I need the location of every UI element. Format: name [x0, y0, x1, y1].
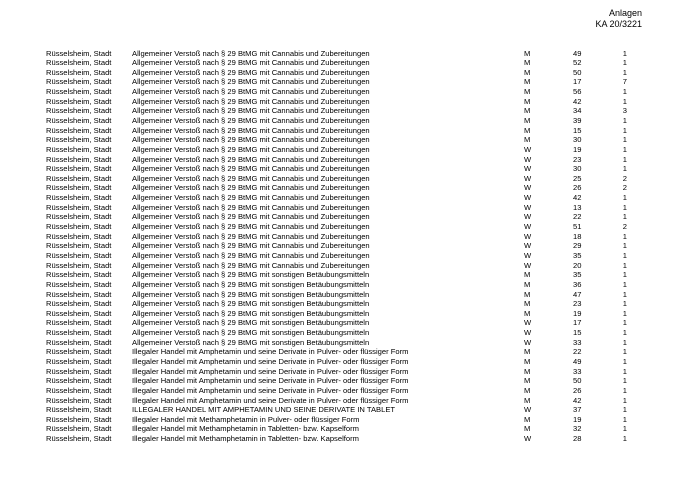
- cell-sex: M: [524, 308, 531, 318]
- header-reference-number: KA 20/3221: [595, 18, 642, 29]
- cell-place: Rüsselsheim, Stadt: [46, 173, 112, 183]
- cell-age: 23: [573, 299, 582, 309]
- cell-offense: ILLEGALER HANDEL MIT AMPHETAMIN UND SEINE DERIVATE IN TABLET: [132, 405, 396, 415]
- cell-age: 33: [573, 366, 582, 376]
- cell-place: Rüsselsheim, Stadt: [46, 77, 112, 87]
- table-row: [0, 290, 700, 300]
- cell-age: 26: [573, 385, 582, 395]
- table-row: [0, 222, 700, 232]
- cell-count: 1: [622, 135, 627, 145]
- table-row: [0, 251, 700, 261]
- cell-count: 1: [622, 48, 627, 58]
- cell-age: 35: [573, 250, 582, 260]
- cell-sex: M: [524, 67, 531, 77]
- cell-count: 1: [622, 405, 627, 415]
- cell-place: Rüsselsheim, Stadt: [46, 366, 112, 376]
- table-row: [0, 49, 700, 59]
- cell-sex: W: [524, 328, 532, 338]
- cell-sex: M: [524, 96, 531, 106]
- cell-age: 30: [573, 164, 582, 174]
- cell-sex: W: [524, 173, 532, 183]
- cell-age: 18: [573, 231, 582, 241]
- cell-age: 32: [573, 424, 582, 434]
- table-row: [0, 347, 700, 357]
- cell-count: 1: [622, 347, 627, 357]
- cell-age: 49: [573, 357, 582, 366]
- cell-count: 1: [622, 270, 627, 280]
- cell-count: 1: [622, 289, 627, 299]
- cell-place: Rüsselsheim, Stadt: [46, 144, 112, 154]
- cell-age: 42: [573, 96, 582, 106]
- table-row: [0, 193, 700, 203]
- cell-count: 1: [622, 395, 627, 405]
- cell-sex: M: [524, 106, 531, 116]
- table-row: [0, 97, 700, 107]
- cell-sex: W: [524, 250, 532, 260]
- cell-place: Rüsselsheim, Stadt: [46, 241, 112, 251]
- cell-sex: M: [524, 115, 531, 125]
- cell-count: 1: [622, 260, 627, 270]
- cell-offense: Allgemeiner Verstoß nach § 29 BtMG mit Cannabis und Zubereitungen: [132, 135, 370, 145]
- table-row: [0, 155, 700, 165]
- cell-age: 42: [573, 395, 582, 405]
- cell-age: 25: [573, 173, 582, 183]
- cell-offense: Allgemeiner Verstoß nach § 29 BtMG mit sonstigen Betäubungsmitteln: [132, 308, 370, 318]
- table-row: [0, 135, 700, 145]
- table-row: [0, 270, 700, 280]
- cell-age: 23: [573, 154, 582, 164]
- cell-sex: M: [524, 87, 531, 97]
- cell-offense: Allgemeiner Verstoß nach § 29 BtMG mit Cannabis und Zubereitungen: [132, 106, 370, 116]
- cell-offense: Illegaler Handel mit Amphetamin und seine Derivate in Pulver- oder flüssiger Form: [132, 357, 409, 366]
- cell-sex: W: [524, 337, 532, 347]
- cell-count: 1: [622, 212, 627, 222]
- cell-place: Rüsselsheim, Stadt: [46, 222, 112, 232]
- cell-place: Rüsselsheim, Stadt: [46, 154, 112, 164]
- cell-offense: Allgemeiner Verstoß nach § 29 BtMG mit Cannabis und Zubereitungen: [132, 87, 370, 97]
- cell-offense: Allgemeiner Verstoß nach § 29 BtMG mit sonstigen Betäubungsmitteln: [132, 279, 370, 289]
- table-row: [0, 424, 700, 434]
- table-row: [0, 174, 700, 184]
- cell-place: Rüsselsheim, Stadt: [46, 231, 112, 241]
- cell-age: 47: [573, 289, 582, 299]
- cell-count: 1: [622, 250, 627, 260]
- cell-place: Rüsselsheim, Stadt: [46, 299, 112, 309]
- cell-age: 39: [573, 115, 582, 125]
- cell-place: Rüsselsheim, Stadt: [46, 289, 112, 299]
- cell-count: 1: [622, 308, 627, 318]
- cell-count: 1: [622, 357, 627, 366]
- cell-count: 1: [622, 231, 627, 241]
- table-row: [0, 318, 700, 328]
- table-row: [0, 415, 700, 425]
- cell-sex: W: [524, 260, 532, 270]
- cell-sex: M: [524, 366, 531, 376]
- cell-count: 2: [622, 222, 627, 232]
- cell-place: Rüsselsheim, Stadt: [46, 424, 112, 434]
- cell-count: 7: [622, 77, 627, 87]
- cell-sex: M: [524, 125, 531, 135]
- cell-place: Rüsselsheim, Stadt: [46, 395, 112, 405]
- cell-place: Rüsselsheim, Stadt: [46, 414, 112, 424]
- cell-sex: M: [524, 58, 531, 68]
- table-row: [0, 396, 700, 406]
- table-row: [0, 145, 700, 155]
- header-annex-label: Anlagen: [608, 8, 642, 18]
- cell-offense: Illegaler Handel mit Amphetamin und seine Derivate in Pulver- oder flüssiger Form: [132, 395, 409, 405]
- cell-place: Rüsselsheim, Stadt: [46, 328, 112, 338]
- cell-place: Rüsselsheim, Stadt: [46, 270, 112, 280]
- cell-age: 22: [573, 212, 582, 222]
- cell-age: 52: [573, 58, 582, 68]
- cell-sex: M: [524, 289, 531, 299]
- cell-age: 28: [573, 434, 582, 444]
- cell-place: Rüsselsheim, Stadt: [46, 357, 112, 366]
- cell-place: Rüsselsheim, Stadt: [46, 106, 112, 116]
- table-row: [0, 280, 700, 290]
- cell-age: 50: [573, 67, 582, 77]
- table-row: [0, 87, 700, 97]
- cell-place: Rüsselsheim, Stadt: [46, 164, 112, 174]
- cell-place: Rüsselsheim, Stadt: [46, 250, 112, 260]
- cell-age: 13: [573, 202, 582, 212]
- cell-count: 1: [622, 202, 627, 212]
- cell-offense: Allgemeiner Verstoß nach § 29 BtMG mit Cannabis und Zubereitungen: [132, 77, 370, 87]
- cell-offense: Allgemeiner Verstoß nach § 29 BtMG mit Cannabis und Zubereitungen: [132, 250, 370, 260]
- cell-offense: Illegaler Handel mit Amphetamin und seine Derivate in Pulver- oder flüssiger Form: [132, 366, 409, 376]
- cell-count: 1: [622, 376, 627, 386]
- cell-age: 42: [573, 193, 582, 203]
- cell-offense: Allgemeiner Verstoß nach § 29 BtMG mit Cannabis und Zubereitungen: [132, 58, 370, 68]
- cell-place: Rüsselsheim, Stadt: [46, 347, 112, 357]
- table-row: [0, 386, 700, 396]
- cell-place: Rüsselsheim, Stadt: [46, 125, 112, 135]
- table-row: [0, 116, 700, 126]
- cell-place: Rüsselsheim, Stadt: [46, 183, 112, 193]
- cell-offense: Allgemeiner Verstoß nach § 29 BtMG mit Cannabis und Zubereitungen: [132, 183, 370, 193]
- cell-offense: Allgemeiner Verstoß nach § 29 BtMG mit Cannabis und Zubereitungen: [132, 125, 370, 135]
- cell-offense: Allgemeiner Verstoß nach § 29 BtMG mit sonstigen Betäubungsmitteln: [132, 270, 370, 280]
- cell-age: 30: [573, 135, 582, 145]
- cell-offense: Illegaler Handel mit Methamphetamin in Tabletten- bzw. Kapselform: [132, 434, 359, 444]
- cell-age: 34: [573, 106, 582, 116]
- table-row: [0, 126, 700, 136]
- cell-count: 1: [622, 67, 627, 77]
- cell-place: Rüsselsheim, Stadt: [46, 58, 112, 68]
- cell-sex: W: [524, 154, 532, 164]
- cell-count: 1: [622, 299, 627, 309]
- cell-age: 17: [573, 77, 582, 87]
- cell-count: 1: [622, 434, 627, 444]
- cell-offense: Illegaler Handel mit Amphetamin und seine Derivate in Pulver- oder flüssiger Form: [132, 347, 409, 357]
- cell-count: 1: [622, 87, 627, 97]
- table-row: [0, 328, 700, 338]
- cell-offense: Allgemeiner Verstoß nach § 29 BtMG mit sonstigen Betäubungsmitteln: [132, 299, 370, 309]
- cell-sex: M: [524, 270, 531, 280]
- cell-place: Rüsselsheim, Stadt: [46, 308, 112, 318]
- cell-offense: Allgemeiner Verstoß nach § 29 BtMG mit sonstigen Betäubungsmitteln: [132, 318, 370, 328]
- cell-offense: Allgemeiner Verstoß nach § 29 BtMG mit Cannabis und Zubereitungen: [132, 193, 370, 203]
- cell-offense: Allgemeiner Verstoß nach § 29 BtMG mit sonstigen Betäubungsmitteln: [132, 337, 370, 347]
- cell-offense: Allgemeiner Verstoß nach § 29 BtMG mit Cannabis und Zubereitungen: [132, 212, 370, 222]
- cell-age: 15: [573, 328, 582, 338]
- cell-age: 15: [573, 125, 582, 135]
- table-row: [0, 367, 700, 377]
- cell-sex: W: [524, 405, 532, 415]
- table-row: [0, 338, 700, 348]
- cell-place: Rüsselsheim, Stadt: [46, 337, 112, 347]
- table-row: [0, 434, 700, 444]
- cell-offense: Allgemeiner Verstoß nach § 29 BtMG mit Cannabis und Zubereitungen: [132, 173, 370, 183]
- cell-count: 1: [622, 58, 627, 68]
- cell-age: 20: [573, 260, 582, 270]
- cell-place: Rüsselsheim, Stadt: [46, 385, 112, 395]
- cell-sex: W: [524, 202, 532, 212]
- cell-offense: Allgemeiner Verstoß nach § 29 BtMG mit Cannabis und Zubereitungen: [132, 241, 370, 251]
- table-row: [0, 309, 700, 319]
- cell-offense: Allgemeiner Verstoß nach § 29 BtMG mit Cannabis und Zubereitungen: [132, 222, 370, 232]
- cell-sex: M: [524, 279, 531, 289]
- table-row: [0, 212, 700, 222]
- cell-age: 35: [573, 270, 582, 280]
- table-row: [0, 241, 700, 251]
- cell-sex: M: [524, 48, 531, 58]
- cell-place: Rüsselsheim, Stadt: [46, 135, 112, 145]
- cell-offense: Illegaler Handel mit Amphetamin und seine Derivate in Pulver- oder flüssiger Form: [132, 385, 409, 395]
- cell-count: 2: [622, 173, 627, 183]
- table-row: [0, 299, 700, 309]
- cell-offense: Allgemeiner Verstoß nach § 29 BtMG mit Cannabis und Zubereitungen: [132, 231, 370, 241]
- cell-offense: Allgemeiner Verstoß nach § 29 BtMG mit Cannabis und Zubereitungen: [132, 164, 370, 174]
- cell-count: 1: [622, 144, 627, 154]
- table-row: [0, 261, 700, 271]
- cell-sex: W: [524, 212, 532, 222]
- table-row: [0, 376, 700, 386]
- cell-sex: M: [524, 347, 531, 357]
- table-row: [0, 68, 700, 78]
- cell-offense: Allgemeiner Verstoß nach § 29 BtMG mit Cannabis und Zubereitungen: [132, 144, 370, 154]
- cell-place: Rüsselsheim, Stadt: [46, 212, 112, 222]
- cell-offense: Illegaler Handel mit Amphetamin und seine Derivate in Pulver- oder flüssiger Form: [132, 376, 409, 386]
- cell-place: Rüsselsheim, Stadt: [46, 279, 112, 289]
- cell-place: Rüsselsheim, Stadt: [46, 202, 112, 212]
- cell-age: 17: [573, 318, 582, 328]
- data-table: [0, 49, 700, 444]
- cell-sex: W: [524, 144, 532, 154]
- cell-sex: M: [524, 135, 531, 145]
- cell-sex: W: [524, 241, 532, 251]
- cell-count: 1: [622, 424, 627, 434]
- cell-sex: W: [524, 193, 532, 203]
- cell-offense: Allgemeiner Verstoß nach § 29 BtMG mit Cannabis und Zubereitungen: [132, 154, 370, 164]
- table-row: [0, 357, 700, 367]
- cell-place: Rüsselsheim, Stadt: [46, 96, 112, 106]
- cell-count: 2: [622, 183, 627, 193]
- table-row: [0, 164, 700, 174]
- cell-offense: Allgemeiner Verstoß nach § 29 BtMG mit Cannabis und Zubereitungen: [132, 115, 370, 125]
- cell-sex: W: [524, 231, 532, 241]
- cell-place: Rüsselsheim, Stadt: [46, 67, 112, 77]
- cell-offense: Allgemeiner Verstoß nach § 29 BtMG mit sonstigen Betäubungsmitteln: [132, 328, 370, 338]
- cell-count: 1: [622, 241, 627, 251]
- cell-place: Rüsselsheim, Stadt: [46, 87, 112, 97]
- cell-age: 33: [573, 337, 582, 347]
- table-row: [0, 232, 700, 242]
- cell-age: 19: [573, 308, 582, 318]
- cell-offense: Allgemeiner Verstoß nach § 29 BtMG mit sonstigen Betäubungsmitteln: [132, 289, 370, 299]
- cell-place: Rüsselsheim, Stadt: [46, 115, 112, 125]
- cell-offense: Allgemeiner Verstoß nach § 29 BtMG mit Cannabis und Zubereitungen: [132, 260, 370, 270]
- cell-offense: Allgemeiner Verstoß nach § 29 BtMG mit Cannabis und Zubereitungen: [132, 48, 370, 58]
- cell-offense: Allgemeiner Verstoß nach § 29 BtMG mit Cannabis und Zubereitungen: [132, 96, 370, 106]
- cell-place: Rüsselsheim, Stadt: [46, 193, 112, 203]
- cell-age: 49: [573, 48, 582, 58]
- cell-sex: M: [524, 395, 531, 405]
- cell-count: 3: [622, 106, 627, 116]
- cell-place: Rüsselsheim, Stadt: [46, 318, 112, 328]
- cell-age: 56: [573, 87, 582, 97]
- cell-age: 51: [573, 222, 582, 232]
- cell-sex: M: [524, 414, 531, 424]
- document-header: [595, 8, 642, 29]
- cell-age: 37: [573, 405, 582, 415]
- cell-sex: M: [524, 385, 531, 395]
- cell-sex: M: [524, 376, 531, 386]
- cell-count: 1: [622, 164, 627, 174]
- cell-sex: W: [524, 164, 532, 174]
- cell-count: 1: [622, 385, 627, 395]
- cell-age: 26: [573, 183, 582, 193]
- cell-count: 1: [622, 115, 627, 125]
- cell-count: 1: [622, 337, 627, 347]
- cell-place: Rüsselsheim, Stadt: [46, 48, 112, 58]
- cell-count: 1: [622, 318, 627, 328]
- cell-age: 19: [573, 144, 582, 154]
- table-row: [0, 77, 700, 87]
- cell-offense: Allgemeiner Verstoß nach § 29 BtMG mit Cannabis und Zubereitungen: [132, 202, 370, 212]
- cell-sex: M: [524, 424, 531, 434]
- cell-age: 50: [573, 376, 582, 386]
- cell-count: 1: [622, 96, 627, 106]
- cell-sex: M: [524, 77, 531, 87]
- cell-age: 19: [573, 414, 582, 424]
- cell-offense: Illegaler Handel mit Methamphetamin in Tabletten- bzw. Kapselform: [132, 424, 359, 434]
- cell-place: Rüsselsheim, Stadt: [46, 260, 112, 270]
- cell-sex: W: [524, 318, 532, 328]
- cell-sex: W: [524, 222, 532, 232]
- cell-sex: M: [524, 357, 531, 366]
- table-row: [0, 183, 700, 193]
- cell-sex: W: [524, 434, 532, 444]
- table-row: [0, 405, 700, 415]
- cell-offense: Allgemeiner Verstoß nach § 29 BtMG mit Cannabis und Zubereitungen: [132, 67, 370, 77]
- cell-place: Rüsselsheim, Stadt: [46, 434, 112, 444]
- cell-count: 1: [622, 414, 627, 424]
- cell-sex: M: [524, 299, 531, 309]
- cell-count: 1: [622, 154, 627, 164]
- cell-place: Rüsselsheim, Stadt: [46, 405, 112, 415]
- cell-age: 29: [573, 241, 582, 251]
- cell-count: 1: [622, 125, 627, 135]
- table-row: [0, 58, 700, 68]
- table-row: [0, 203, 700, 213]
- cell-sex: W: [524, 183, 532, 193]
- cell-age: 22: [573, 347, 582, 357]
- table-row: [0, 106, 700, 116]
- cell-count: 1: [622, 366, 627, 376]
- cell-age: 36: [573, 279, 582, 289]
- cell-count: 1: [622, 193, 627, 203]
- cell-offense: Illegaler Handel mit Methamphetamin in Pulver- oder flüssiger Form: [132, 414, 360, 424]
- cell-count: 1: [622, 279, 627, 289]
- cell-count: 1: [622, 328, 627, 338]
- cell-place: Rüsselsheim, Stadt: [46, 376, 112, 386]
